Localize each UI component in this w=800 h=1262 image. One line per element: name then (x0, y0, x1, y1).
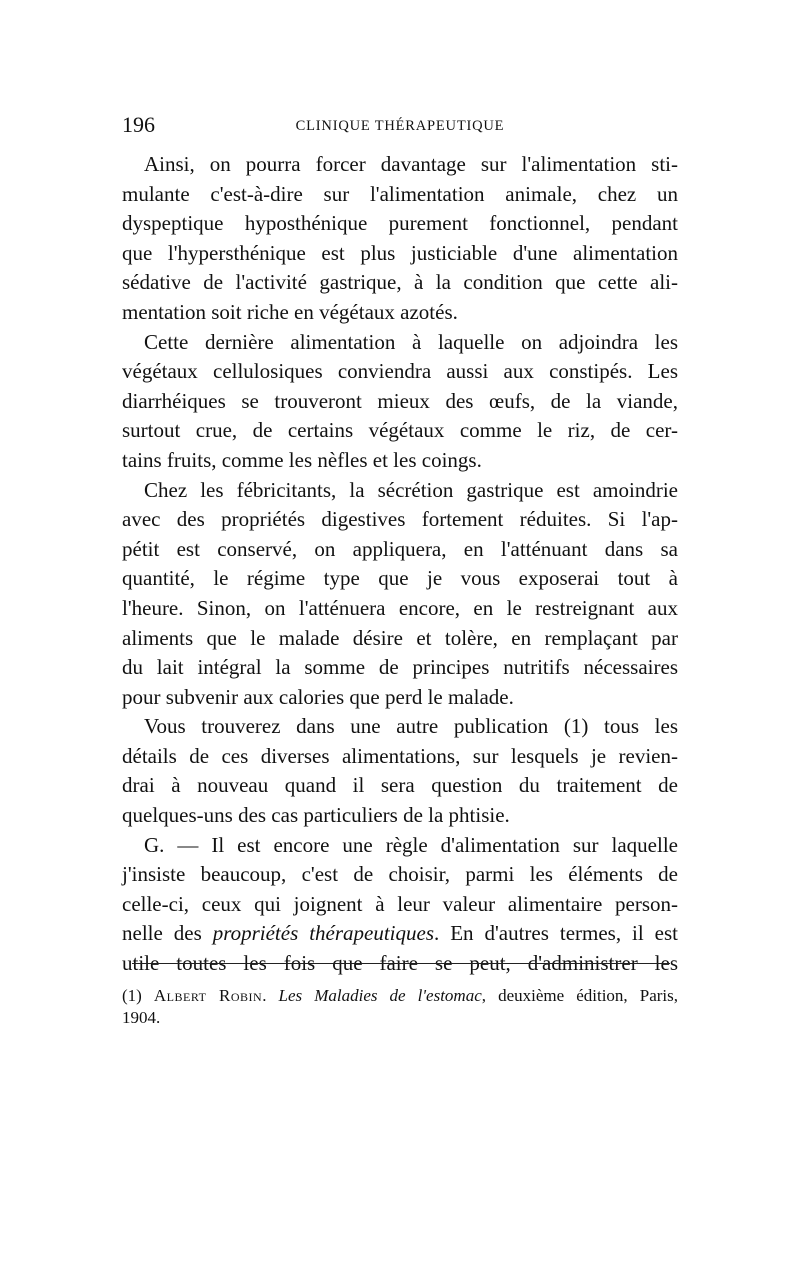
text-run: nelle des (122, 921, 213, 946)
text-line: diarrhéiques se trouveront mieux des œufs, de la viande, (122, 388, 678, 413)
text-line: mentation soit riche en végétaux azotés. (122, 299, 458, 324)
footnote-year: 1904. (122, 1008, 161, 1027)
text-line: du lait intégral la somme de principes nutritifs nécessaires (122, 655, 678, 680)
paragraph (122, 476, 678, 713)
text-line: pour subvenir aux calories que perd le malade. (122, 684, 514, 709)
text-run: . En d'autres termes, il est (434, 921, 678, 946)
text-line: surtout crue, de certains végétaux comme le riz, de cer- (122, 418, 678, 443)
text-line: Vous trouverez dans une autre publication (1) tous les (144, 714, 678, 739)
text-line: mulante c'est-à-dire sur l'alimentation animale, chez un (122, 181, 678, 206)
page-number: 196 (122, 112, 155, 137)
text-line: dyspeptique hyposthénique purement fonctionnel, pendant (122, 211, 678, 236)
text-line: que l'hypersthénique est plus justiciable d'une alimentation (122, 240, 678, 265)
text-line (122, 919, 678, 949)
text-line: tains fruits, comme les nèfles et les coings. (122, 447, 482, 472)
footnote-marker: (1) (122, 986, 142, 1005)
text-line: végétaux cellulosiques conviendra aussi aux constipés. Les (122, 359, 678, 384)
text-line: avec des propriétés digestives fortement réduites. Si l'ap- (122, 507, 678, 532)
footnote-rest: , deuxième édition, Paris, (481, 986, 679, 1005)
text-line: pétit est conservé, on appliquera, en l'atténuant dans sa (122, 536, 678, 561)
running-title: CLINIQUE THÉRAPEUTIQUE (295, 118, 505, 134)
paragraph (122, 712, 678, 830)
text-line: quantité, le régime type que je vous exposerai tout à (122, 566, 678, 591)
text-line: Cette dernière alimentation à laquelle on adjoindra les (144, 329, 678, 354)
text-line: Ainsi, on pourra forcer davantage sur l'alimentation sti- (144, 152, 678, 176)
footnote-rule (132, 963, 670, 964)
paragraph (122, 328, 678, 476)
paragraph (122, 831, 678, 979)
page-header (122, 112, 678, 144)
text-line: G. — Il est encore une règle d'alimentation sur laquelle (144, 832, 678, 857)
text-line: quelques-uns des cas particuliers de la phtisie. (122, 803, 510, 828)
text-line: Chez les fébricitants, la sécrétion gastrique est amoindrie (144, 477, 678, 502)
footnote (122, 985, 678, 1029)
body-text (122, 150, 678, 979)
italic-phrase: propriétés thérapeutiques (212, 921, 435, 946)
text-line: utile toutes les fois que faire se peut, d'administrer les (122, 951, 678, 976)
text-line: sédative de l'activité gastrique, à la condition que cette ali- (122, 270, 678, 295)
text-line: l'heure. Sinon, on l'atténuera encore, en le restreignant aux (122, 595, 678, 620)
text-line: aliments que le malade désire et tolère, en remplaçant par (122, 625, 678, 650)
text-line: drai à nouveau quand il sera question du traitement de (122, 773, 678, 798)
footnote-title: Les Maladies de l'estomac (278, 986, 482, 1005)
text-line: j'insiste beaucoup, c'est de choisir, parmi les éléments de (122, 862, 678, 887)
text-line: détails de ces diverses alimentations, sur lesquels je revien- (122, 743, 678, 768)
paragraph (122, 150, 678, 328)
text-line: celle-ci, ceux qui joignent à leur valeur alimentaire person- (122, 891, 678, 916)
footnote-author: Albert Robin (153, 986, 263, 1005)
footnote-line: (1) Albert Robin. Les Maladies de l'estomac, deuxième édition, Paris, (122, 986, 679, 1005)
